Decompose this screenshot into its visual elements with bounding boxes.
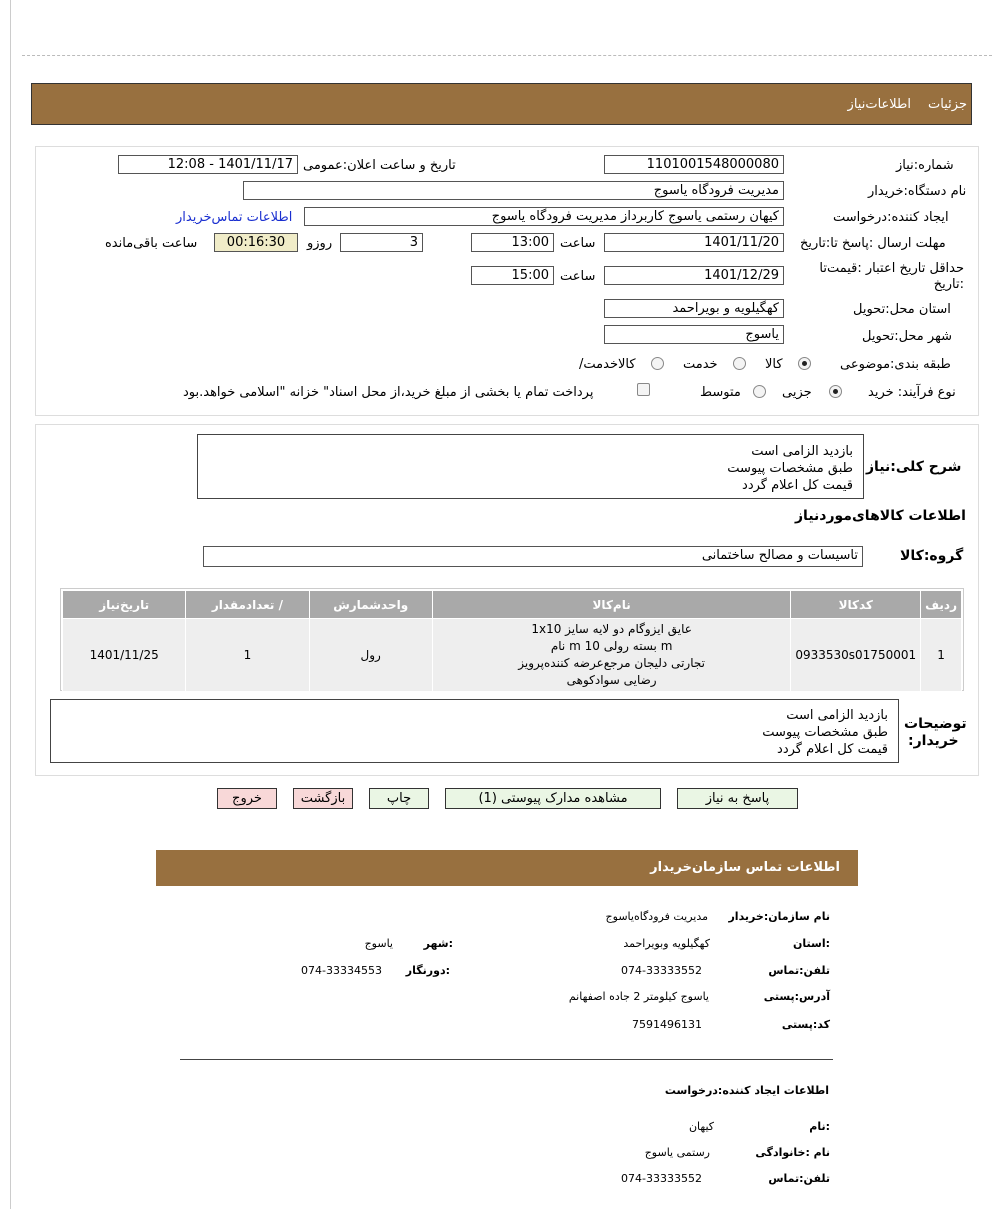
- category-radio-goods-service[interactable]: [651, 357, 664, 370]
- col-name: نام‌کالا: [432, 591, 790, 619]
- creator-info-title: اطلاعات ایجاد کننده:درخواست: [664, 1084, 829, 1097]
- buyer-notes-line: طبق مشخصات پیوست: [762, 725, 888, 740]
- contact-org-label: نام سازمان:خریدار: [728, 910, 830, 923]
- deadline-time-label: ساعت: [560, 236, 596, 251]
- treasury-payment-note: پرداخت تمام یا بخشی از مبلغ خرید،از محل اسناد" خزانه "اسلامی خواهد.بود: [183, 385, 594, 400]
- description-line: طبق مشخصات پیوست: [727, 461, 853, 476]
- process-option-medium: متوسط: [700, 385, 741, 400]
- col-row: ردیف: [921, 591, 962, 619]
- description-line: بازدید الزامی است: [751, 444, 853, 459]
- city-field: یاسوج: [604, 325, 784, 344]
- buyer-notes-label: توضیحات: [904, 716, 967, 732]
- contact-province: کهگیلویه وبویراحمد: [623, 937, 710, 950]
- creator-field: کیهان رستمی یاسوج کاربرداز مدیریت فرودگاه یاسوج: [304, 207, 784, 226]
- validity-time-field: 15:00: [471, 266, 554, 285]
- contact-postal: 7591496131: [632, 1018, 702, 1031]
- deadline-label: مهلت ارسال :پاسخ تا:تاریخ: [800, 236, 946, 251]
- contact-fax: 074-33334553: [301, 964, 382, 977]
- creator-family: رستمی یاسوج: [644, 1146, 710, 1159]
- need-number-label: شماره:نیاز: [896, 158, 954, 173]
- process-option-minor: جزیی: [782, 385, 812, 400]
- contact-phone-label: تلفن:تماس: [768, 964, 830, 977]
- province-field: کهگیلویه و بویراحمد: [604, 299, 784, 318]
- creator-phone: 074-33333552: [621, 1172, 702, 1185]
- category-option-goods-service: /کالاخدمت: [579, 357, 636, 372]
- exit-button[interactable]: خروج: [217, 788, 277, 809]
- validity-date-field: 1401/12/29: [604, 266, 784, 285]
- need-number-field: 1101001548000080: [604, 155, 784, 174]
- row-unit: رول: [309, 619, 432, 692]
- goods-table: [62, 590, 962, 692]
- contact-phone: 074-33333552: [621, 964, 702, 977]
- buyer-contact-link[interactable]: اطلاعات تماس‌خریدار: [176, 210, 293, 225]
- creator-phone-label: تلفن:تماس: [768, 1172, 830, 1185]
- contact-header-bar: [156, 850, 858, 886]
- buyer-org-field: مدیریت فرودگاه یاسوج: [243, 181, 784, 200]
- contact-title: اطلاعات تماس سازمان‌خریدار: [650, 860, 840, 875]
- row-name-line: تجارتی دلیجان مرجع‌عرضه کننده‌پرویز: [518, 656, 705, 670]
- category-radio-service[interactable]: [733, 357, 746, 370]
- province-label: استان محل:تحویل: [853, 302, 951, 317]
- row-date: 1401/11/25: [63, 619, 186, 692]
- creator-name-label: :نام: [809, 1120, 830, 1133]
- contact-city-label: :شهر: [423, 937, 453, 950]
- attachments-button[interactable]: مشاهده مدارک پیوستی (1): [445, 788, 661, 809]
- days-label: روزو: [307, 236, 333, 251]
- tab-details[interactable]: جزئیات: [928, 97, 967, 112]
- deadline-time-field: 13:00: [471, 233, 554, 252]
- treasury-payment-checkbox[interactable]: [637, 383, 650, 396]
- contact-fax-label: :دورنگار: [405, 964, 450, 977]
- row-qty: 1: [186, 619, 309, 692]
- announce-label: تاریخ و ساعت اعلان:عمومی: [303, 158, 456, 173]
- days-field: 3: [340, 233, 423, 252]
- buyer-notes-box: [50, 699, 899, 763]
- category-label: طبقه بندی:موضوعی: [840, 357, 951, 372]
- process-radio-medium[interactable]: [753, 385, 766, 398]
- row-name-line: m بسته رولی 10 m نام: [550, 639, 673, 653]
- category-radio-goods[interactable]: [798, 357, 811, 370]
- contact-city: یاسوج: [364, 937, 393, 950]
- back-button[interactable]: بازگشت: [293, 788, 353, 809]
- deadline-date-field: 1401/11/20: [604, 233, 784, 252]
- table-row: [63, 619, 962, 692]
- goods-group-field: تاسیسات و مصالح ساختمانی: [203, 546, 863, 567]
- col-qty: / تعدادمقدار: [186, 591, 309, 619]
- city-label: شهر محل:تحویل: [862, 329, 952, 344]
- row-code: 0933530s01750001: [791, 619, 921, 692]
- print-button[interactable]: چاپ: [369, 788, 429, 809]
- creator-label: ایجاد کننده:درخواست: [833, 210, 949, 225]
- validity-time-label: ساعت: [560, 269, 596, 284]
- contact-postal-label: کد:پستی: [781, 1018, 830, 1031]
- top-dotted-separator: [22, 55, 992, 56]
- description-label: شرح کلی:نیاز: [866, 459, 962, 475]
- process-radio-minor[interactable]: [829, 385, 842, 398]
- buyer-notes-line: قیمت کل اعلام گردد: [777, 742, 888, 757]
- col-date: تاریخ‌نیاز: [63, 591, 186, 619]
- page-left-border: [10, 0, 11, 1209]
- validity-label: حداقل تاریخ اعتبار :قیمت‌تا :تاریخ: [819, 261, 964, 292]
- contact-address: یاسوج کیلومتر 2 جاده اصفهانم: [568, 990, 709, 1003]
- description-box: [197, 434, 864, 499]
- buyer-notes-line: بازدید الزامی است: [786, 708, 888, 723]
- category-option-goods: کالا: [765, 357, 783, 372]
- row-name-line: عایق ایزوگام دو لایه سایز 1x10: [531, 622, 692, 636]
- buyer-org-label: نام دستگاه:خریدار: [868, 184, 967, 199]
- col-code: کدکالا: [791, 591, 921, 619]
- description-line: قیمت کل اعلام گردد: [742, 478, 853, 493]
- announce-field: 1401/11/17 - 12:08: [118, 155, 298, 174]
- remaining-label: ساعت باقی‌مانده: [105, 236, 198, 251]
- process-label: نوع فرآیند: خرید: [868, 385, 956, 400]
- goods-table-header: [63, 591, 962, 619]
- tab-need-info[interactable]: اطلاعات‌نیاز: [847, 97, 911, 112]
- creator-family-label: نام :خانوادگی: [755, 1146, 830, 1159]
- buyer-notes-label-2: :خریدار: [908, 733, 959, 749]
- header-bar: [31, 83, 972, 125]
- contact-address-label: آدرس:پستی: [763, 990, 830, 1003]
- goods-group-label: گروه:کالا: [900, 548, 964, 564]
- goods-section-title: اطلاعات کالاهای‌موردنیاز: [795, 508, 966, 524]
- remaining-time-field: 00:16:30: [214, 233, 298, 252]
- col-unit: واحدشمارش: [309, 591, 432, 619]
- row-name: [432, 619, 790, 692]
- contact-province-label: :استان: [793, 937, 830, 950]
- row-name-line: رضایی سوادکوهی: [566, 673, 657, 687]
- reply-button[interactable]: پاسخ به نیاز: [677, 788, 798, 809]
- contact-org: مدیریت فرودگاه‌یاسوج: [605, 910, 708, 923]
- creator-name: کیهان: [688, 1120, 714, 1133]
- contact-divider: [180, 1059, 833, 1060]
- category-option-service: خدمت: [683, 357, 718, 372]
- row-index: 1: [921, 619, 962, 692]
